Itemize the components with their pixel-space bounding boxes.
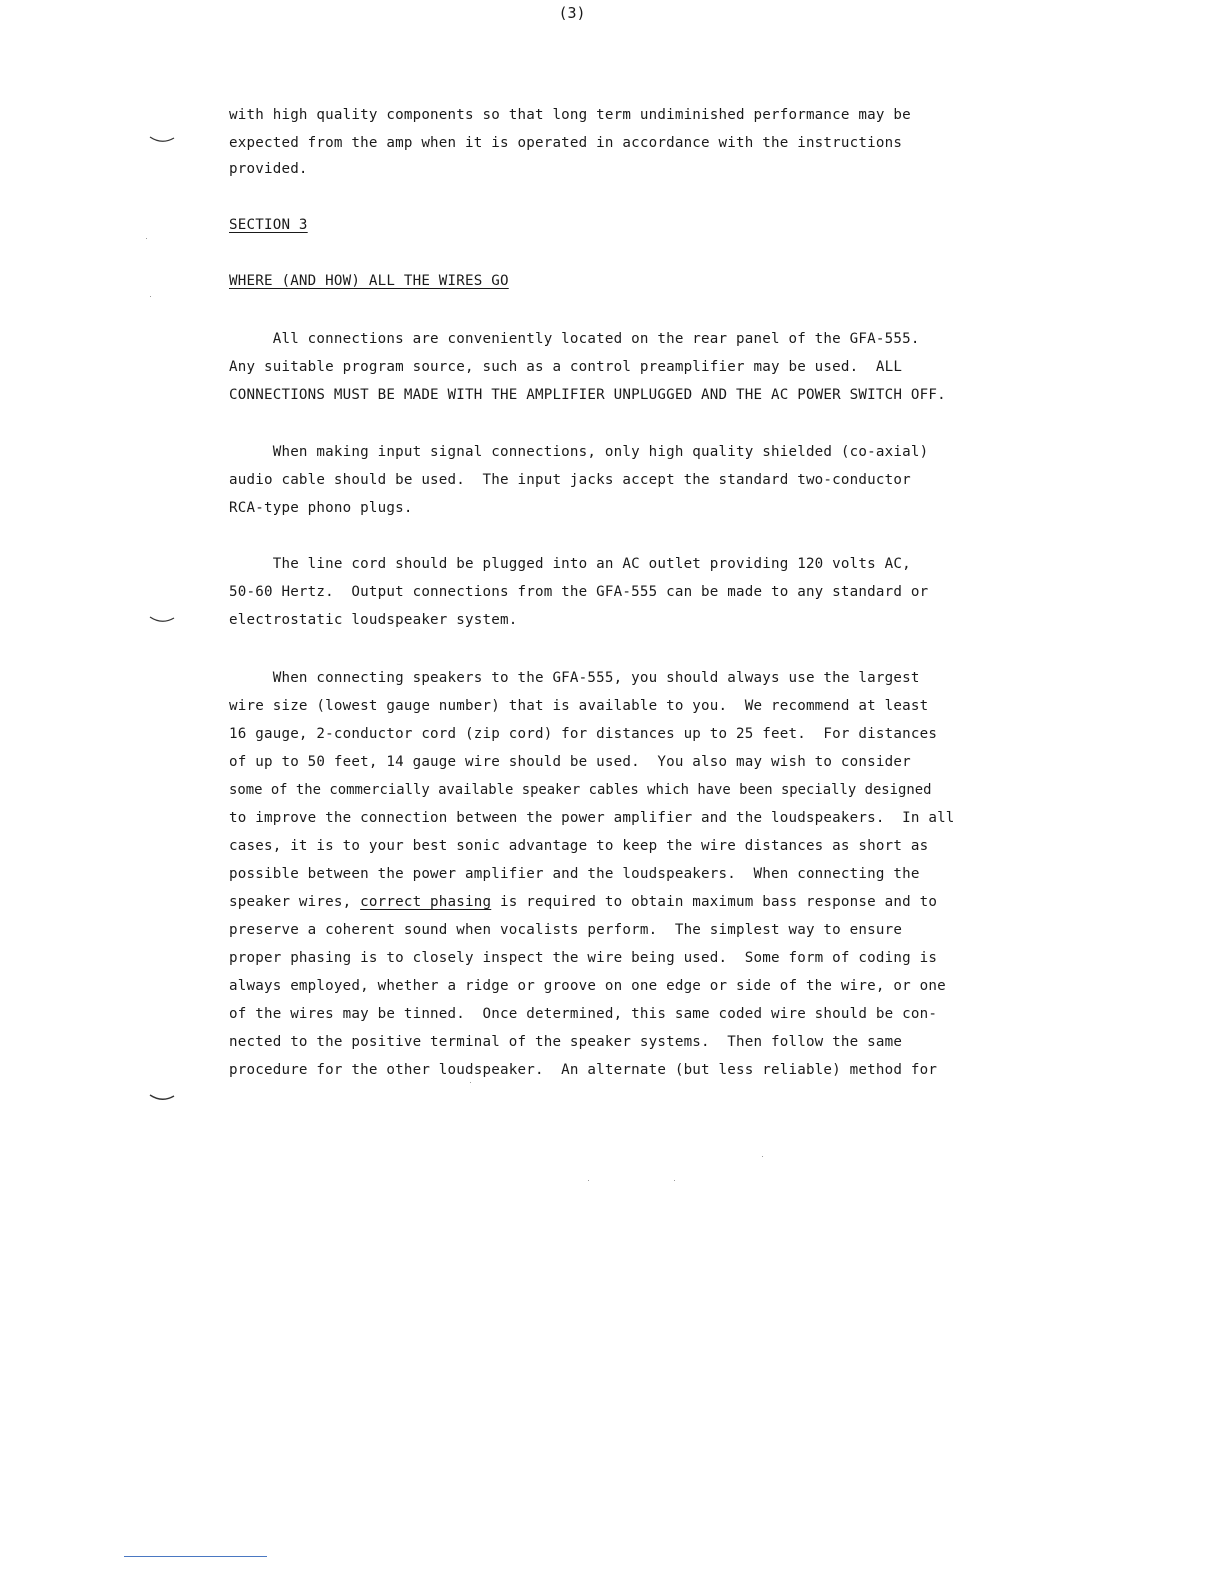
correct-phasing-emphasis: correct phasing bbox=[360, 894, 492, 910]
p1-line-3: CONNECTIONS MUST BE MADE WITH THE AMPLIFIER UNPLUGGED AND THE AC POWER SWITCH OFF. bbox=[229, 387, 946, 403]
p4-line-7: cases, it is to your best sonic advantage to keep the wire distances as short as bbox=[229, 838, 929, 854]
p3-line-2: 50-60 Hertz. Output connections from the GFA-555 can be made to any standard or bbox=[229, 584, 929, 600]
p2-line-2: audio cable should be used. The input jacks accept the standard two-conductor bbox=[229, 472, 911, 488]
scan-speck bbox=[146, 238, 147, 239]
p2-line-1: When making input signal connections, only high quality shielded (co-axial) bbox=[229, 444, 929, 460]
section-title: WHERE (AND HOW) ALL THE WIRES GO bbox=[229, 273, 509, 289]
p4-line-8: possible between the power amplifier and the loudspeakers. When connecting the bbox=[229, 866, 920, 882]
binder-hole-mark-icon bbox=[148, 1092, 178, 1104]
scan-speck bbox=[674, 1180, 675, 1181]
binder-hole-mark-icon bbox=[148, 614, 178, 626]
p3-line-3: electrostatic loudspeaker system. bbox=[229, 612, 518, 628]
p4-line-12: always employed, whether a ridge or groove on one edge or side of the wire, or one bbox=[229, 978, 946, 994]
p4-line-6: to improve the connection between the power amplifier and the loudspeakers. In all bbox=[229, 810, 955, 826]
p4-line-13: of the wires may be tinned. Once determined, this same coded wire should be con- bbox=[229, 1006, 938, 1022]
scan-speck bbox=[762, 1156, 763, 1157]
p1-line-1: All connections are conveniently located on the rear panel of the GFA-555. bbox=[229, 331, 920, 347]
p4-line-5: some of the commercially available speaker cables which have been specially designed bbox=[229, 782, 932, 798]
p4-line-3: 16 gauge, 2-conductor cord (zip cord) for distances up to 25 feet. For distances bbox=[229, 726, 938, 742]
p4-line-1: When connecting speakers to the GFA-555, you should always use the largest bbox=[229, 670, 920, 686]
scan-speck bbox=[588, 1180, 589, 1181]
p4-line-9 bbox=[229, 892, 937, 912]
page-number: (3) bbox=[558, 4, 586, 22]
footer-rule bbox=[124, 1556, 267, 1557]
binder-hole-mark-icon bbox=[148, 134, 178, 146]
p1-line-2: Any suitable program source, such as a control preamplifier may be used. ALL bbox=[229, 359, 903, 375]
p4-line-11: proper phasing is to closely inspect the wire being used. Some form of coding is bbox=[229, 950, 938, 966]
scan-speck bbox=[470, 1082, 471, 1083]
p4-line-15: procedure for the other loudspeaker. An alternate (but less reliable) method for bbox=[229, 1062, 938, 1078]
p4-line-4: of up to 50 feet, 14 gauge wire should be used. You also may wish to consider bbox=[229, 754, 911, 770]
section-label: SECTION 3 bbox=[229, 217, 308, 233]
intro-line-3: provided. bbox=[229, 161, 308, 177]
p2-line-3: RCA-type phono plugs. bbox=[229, 500, 413, 516]
p4-line-2: wire size (lowest gauge number) that is available to you. We recommend at least bbox=[229, 698, 929, 714]
p4-phasing-pre: speaker wires, bbox=[229, 894, 361, 910]
p4-phasing-post: is required to obtain maximum bass response and to bbox=[491, 894, 938, 910]
intro-line-2: expected from the amp when it is operated in accordance with the instructions bbox=[229, 135, 903, 151]
intro-line-1: with high quality components so that long term undiminished performance may be bbox=[229, 107, 911, 123]
p4-line-10: preserve a coherent sound when vocalists perform. The simplest way to ensure bbox=[229, 922, 903, 938]
scan-speck bbox=[150, 296, 151, 297]
p3-line-1: The line cord should be plugged into an AC outlet providing 120 volts AC, bbox=[229, 556, 911, 572]
p4-line-14: nected to the positive terminal of the speaker systems. Then follow the same bbox=[229, 1034, 903, 1050]
